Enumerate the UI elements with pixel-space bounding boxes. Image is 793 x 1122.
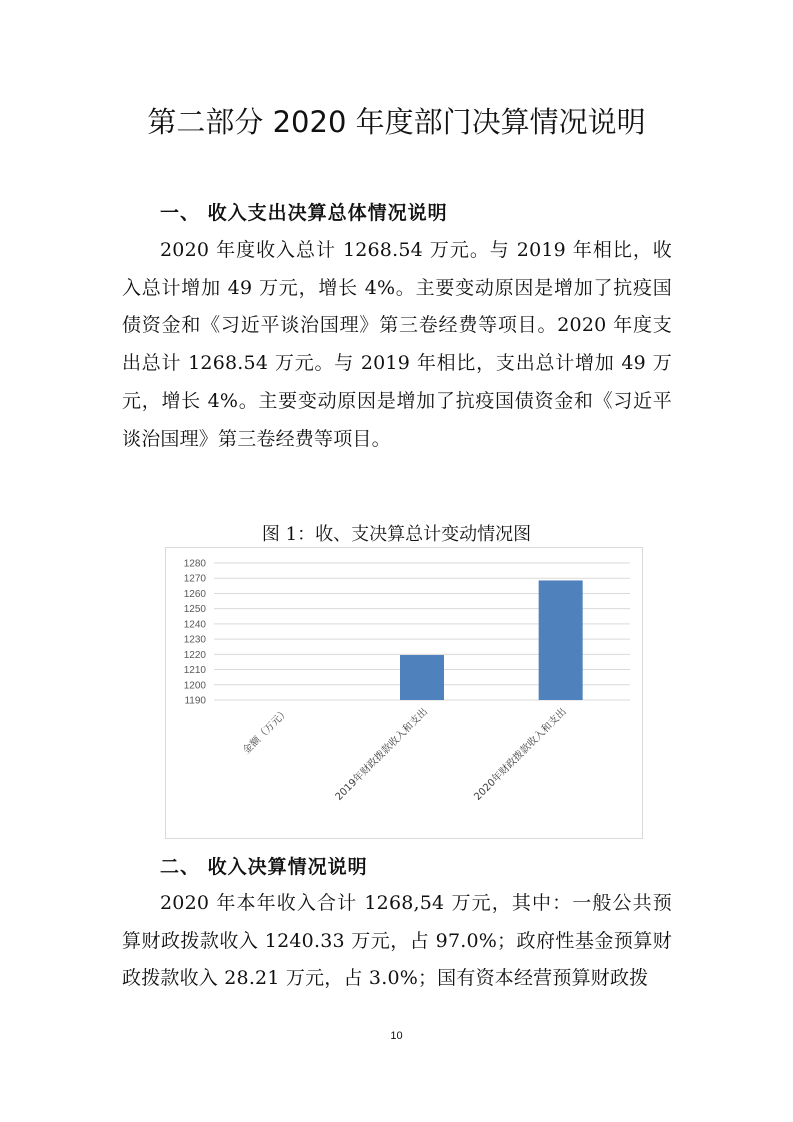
bar-chart	[165, 547, 643, 839]
y-tick-label: 1220	[183, 649, 206, 661]
section1-paragraph: 2020 年度收入总计 1268.54 万元。与 2019 年相比，收入总计增加 49 万元，增长 4%。主要变动原因是增加了抗疫国债资金和《习近平谈治国理》第三卷经费等项目。2020 年度支出总计 1268.54 万元。与 2019 年相比，支出总计增加 49 万元，增长 4%。主要变动原因是增加了抗疫国债资金和《习近平谈治国理》第三卷经费等项目。	[122, 239, 672, 450]
section2-heading: 二、 收入决算情况说明	[160, 856, 368, 878]
section2-paragraph: 2020 年本年收入合计 1268,54 万元，其中：一般公共预算财政拨款收入 1240.33 万元，占 97.0%；政府性基金预算财政拨款收入 28.21 万元，占 3.0%；国有资本经营预算财政拨	[122, 892, 672, 990]
bar	[539, 580, 583, 700]
chart-canvas	[166, 548, 642, 838]
page-title: 第二部分 2020 年度部门决算情况说明	[147, 105, 646, 139]
bar	[400, 655, 444, 700]
y-tick-label: 1200	[183, 680, 206, 692]
y-tick-label: 1280	[183, 558, 206, 570]
x-category-label: 金额（万元）	[241, 706, 292, 757]
y-tick-label: 1260	[183, 588, 206, 600]
x-category-label: 2019年财政拨款收入和支出	[333, 706, 431, 803]
y-tick-label: 1250	[183, 604, 206, 616]
y-tick-label: 1240	[183, 619, 206, 631]
y-tick-label: 1230	[183, 634, 206, 646]
figure-caption: 图 1：收、支决算总计变动情况图	[261, 524, 532, 545]
y-tick-label: 1210	[183, 665, 206, 677]
y-tick-label: 1190	[184, 695, 206, 707]
section1-heading: 一、 收入支出决算总体情况说明	[160, 202, 448, 224]
x-category-label: 2020年财政拨款收入和支出	[472, 706, 569, 803]
page-number: 10	[390, 1030, 403, 1042]
y-tick-label: 1270	[183, 573, 206, 585]
